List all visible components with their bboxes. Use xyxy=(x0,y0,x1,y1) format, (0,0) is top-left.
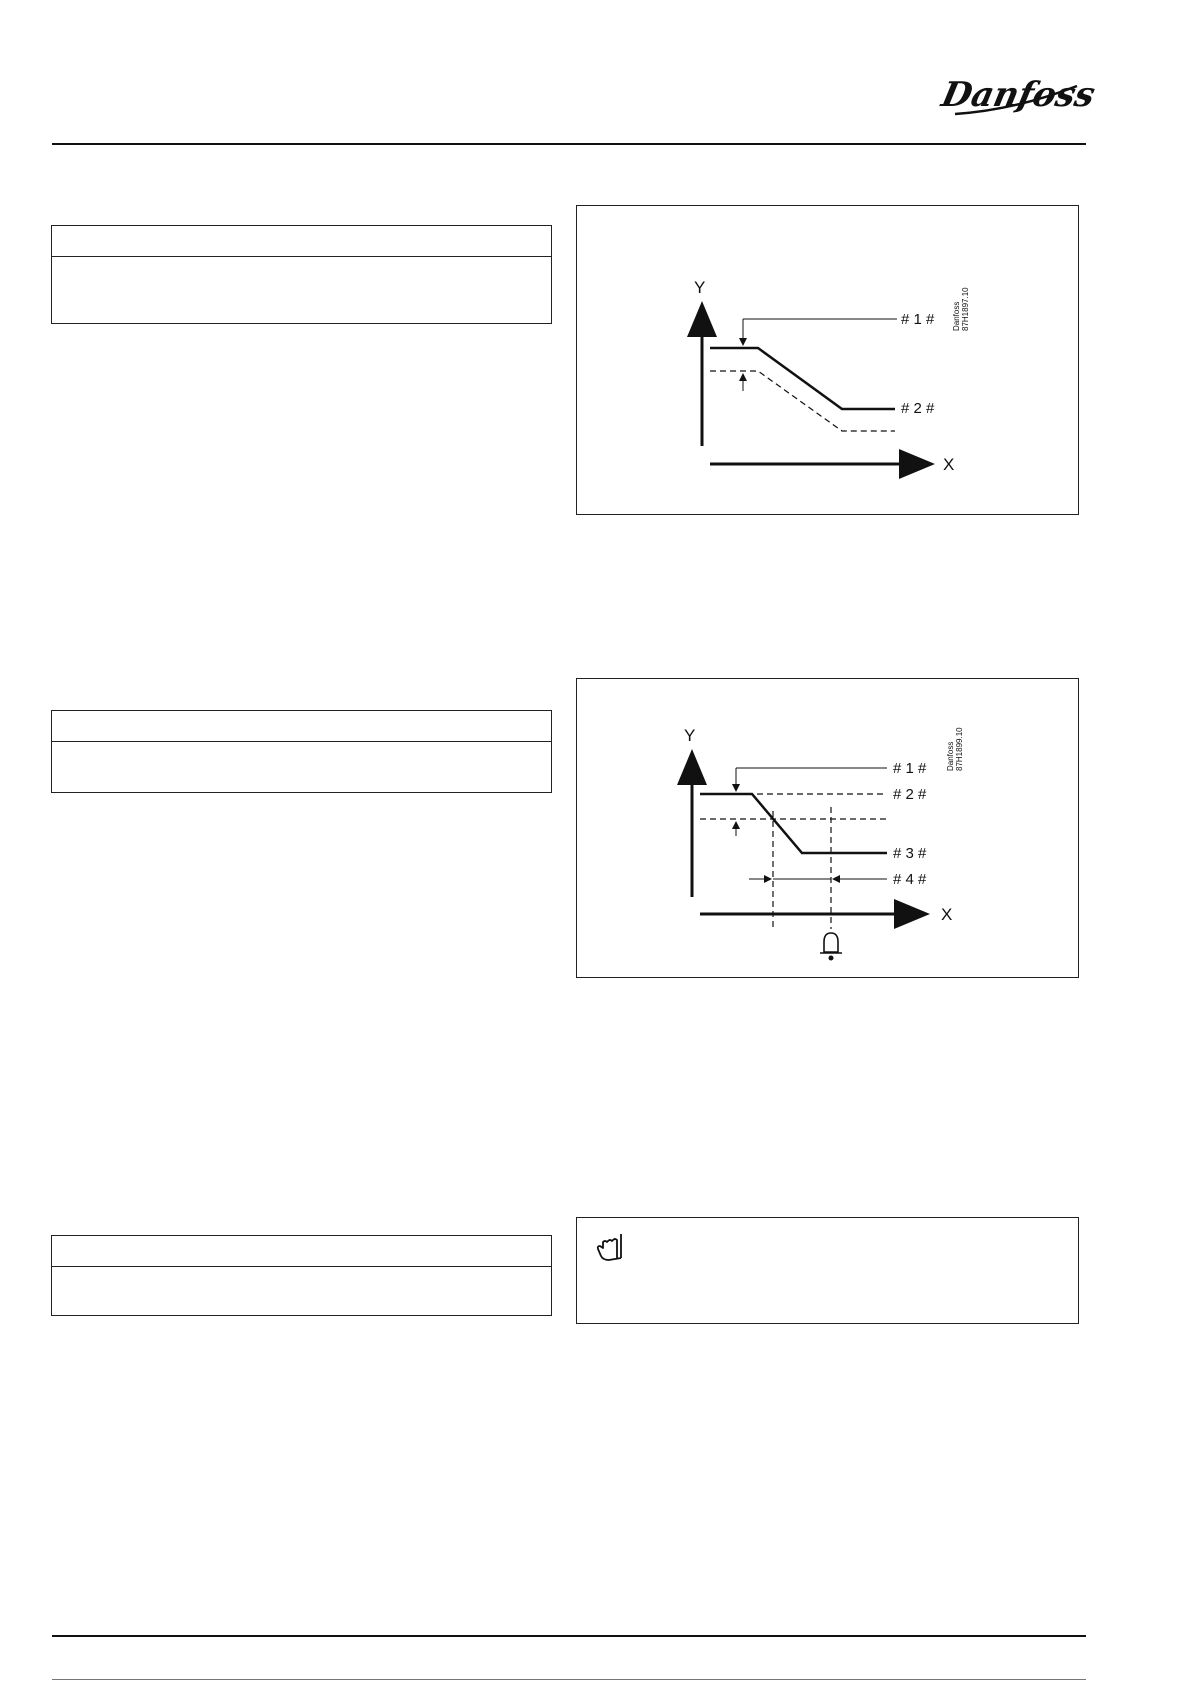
label-4: # 4 # xyxy=(893,871,927,888)
solid-curve xyxy=(700,794,887,853)
table-header-row xyxy=(52,1236,551,1267)
note-box xyxy=(576,1217,1079,1324)
danfoss-logo xyxy=(938,64,1099,124)
label-1: # 1 # xyxy=(893,760,927,777)
figure-code-brand: Danfoss xyxy=(946,741,955,771)
x-axis-label: X xyxy=(943,455,955,474)
y-axis-label: Y xyxy=(694,278,706,297)
y-axis-label: Y xyxy=(684,726,696,745)
label-3: # 3 # xyxy=(893,845,927,862)
figure-code-number: 87H1897.10 xyxy=(961,287,970,331)
solid-curve xyxy=(710,348,895,409)
figure-1 xyxy=(576,205,1079,515)
page-edge-rule xyxy=(52,1679,1086,1680)
parameter-table-3 xyxy=(51,1235,552,1316)
table-header-row xyxy=(52,226,551,257)
header-rule xyxy=(52,143,1086,145)
parameter-table-1 xyxy=(51,225,552,324)
label-2: # 2 # xyxy=(893,786,927,803)
footer-rule xyxy=(52,1635,1086,1637)
table-header-row xyxy=(52,711,551,742)
parameter-table-2 xyxy=(51,710,552,793)
pointing-hand-icon xyxy=(593,1232,629,1264)
x-axis-label: X xyxy=(941,905,953,924)
figure-code-brand: Danfoss xyxy=(952,301,961,331)
label-1: # 1 # xyxy=(901,311,935,328)
figure-code-number: 87H1899.10 xyxy=(955,727,964,771)
logo-wordmark: Danfoss xyxy=(938,75,1099,115)
figure-2 xyxy=(576,678,1079,978)
bell-icon xyxy=(820,933,842,961)
label-2: # 2 # xyxy=(901,400,935,417)
